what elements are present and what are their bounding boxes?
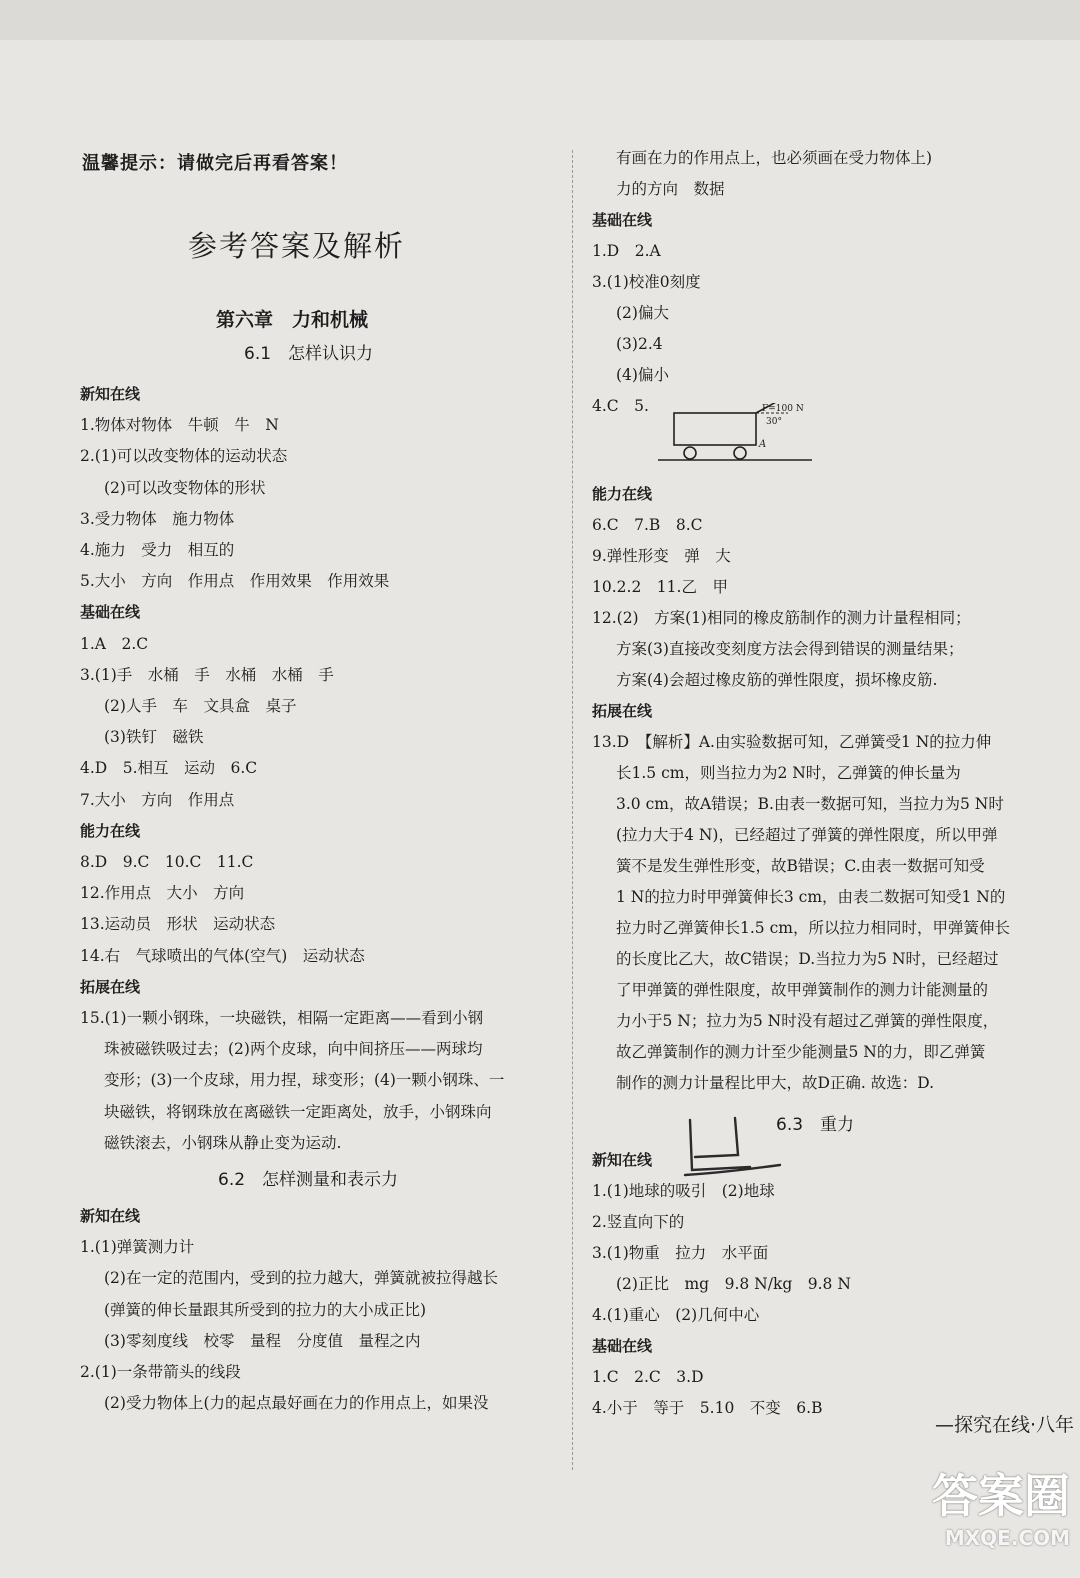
watermark-brand: 答案圈 bbox=[932, 1469, 1070, 1523]
answer-line: (3)零刻度线 校零 量程 分度值 量程之内 bbox=[104, 1331, 421, 1350]
section-heading: 基础在线 bbox=[592, 1337, 653, 1355]
answer-line: 3.受力物体 施力物体 bbox=[80, 509, 235, 528]
section-heading: 新知在线 bbox=[592, 1151, 653, 1169]
footer-book-title: —探究在线·八年 bbox=[934, 1414, 1074, 1436]
section-title-6-3: 6.3 重力 bbox=[776, 1115, 855, 1135]
answer-line: 10.2.2 11.乙 甲 bbox=[592, 578, 728, 596]
answer-line: 12.作用点 大小 方向 bbox=[80, 884, 245, 903]
answer-line: 5.大小 方向 作用点 作用效果 作用效果 bbox=[80, 572, 390, 591]
answer-line: (2)偏大 bbox=[616, 304, 669, 322]
cart-force-diagram bbox=[658, 403, 818, 467]
answer-line: 15.(1)一颗小钢珠，一块磁铁，相隔一定距离——看到小钢 bbox=[80, 1009, 484, 1027]
cart-wheel-right bbox=[734, 447, 746, 459]
answer-line: 2.(1)一条带箭头的线段 bbox=[80, 1363, 241, 1381]
answer-line: 6.C 7.B 8.C bbox=[592, 516, 703, 534]
answer-line: (2)在一定的范围内，受到的拉力越大，弹簧就被拉得越长 bbox=[104, 1269, 498, 1288]
answer-line: 14.右 气球喷出的气体(空气) 运动状态 bbox=[80, 946, 365, 965]
answer-line: (2)可以改变物体的形状 bbox=[104, 478, 266, 497]
answer-line: 块磁铁，将钢珠放在离磁铁一定距离处，放手，小钢珠向 bbox=[104, 1102, 492, 1121]
answer-line: 1.A 2.C bbox=[80, 634, 149, 653]
angle-label: 30° bbox=[766, 417, 782, 427]
answer-line: 制作的测力计量程比甲大，故D正确. 故选：D. bbox=[616, 1074, 935, 1092]
answer-line: 方案(4)会超过橡皮筋的弹性限度，损坏橡皮筋. bbox=[616, 671, 938, 689]
watermark bbox=[932, 1460, 1070, 1550]
answer-line: (3)铁钉 磁铁 bbox=[104, 728, 204, 747]
answer-line: (弹簧的伸长量跟其所受到的拉力的大小成正比) bbox=[104, 1300, 427, 1319]
answer-line: 2.竖直向下的 bbox=[592, 1213, 685, 1231]
section-heading: 拓展在线 bbox=[80, 977, 141, 996]
answer-line: 13.运动员 形状 运动状态 bbox=[80, 915, 276, 934]
answer-line: 13.D 【解析】A.由实验数据可知，乙弹簧受1 N的拉力伸 bbox=[592, 733, 992, 751]
chapter-title: 第六章 力和机械 bbox=[216, 309, 369, 331]
answer-line: 力的方向 数据 bbox=[616, 180, 725, 198]
answer-line: 3.(1)校准0刻度 bbox=[592, 273, 701, 291]
section-heading: 拓展在线 bbox=[592, 702, 653, 720]
answer-line: 2.(1)可以改变物体的运动状态 bbox=[80, 447, 288, 466]
answer-line: (2)受力物体上(力的起点最好画在力的作用点上，如果没 bbox=[104, 1394, 489, 1413]
watermark-url: MXQE.COM bbox=[944, 1526, 1070, 1550]
answer-line: 1.物体对物体 牛顿 牛 N bbox=[80, 416, 279, 435]
column-divider bbox=[572, 150, 573, 1470]
reminder-hint: 温馨提示：请做完后再看答案！ bbox=[82, 153, 348, 174]
answer-line: 变形；(3)一个皮球，用力捏，球变形；(4)一颗小钢珠、一 bbox=[104, 1071, 505, 1090]
section-heading: 能力在线 bbox=[80, 821, 141, 840]
answer-line: 3.(1)物重 拉力 水平面 bbox=[592, 1244, 769, 1262]
cart-wheel-left bbox=[684, 447, 696, 459]
answer-line: 1.C 2.C 3.D bbox=[592, 1368, 704, 1386]
section-heading: 基础在线 bbox=[80, 603, 141, 622]
answer-line: (3)2.4 bbox=[616, 335, 663, 353]
answer-line: 8.D 9.C 10.C 11.C bbox=[80, 853, 254, 871]
answer-line: 4.C 5. bbox=[592, 397, 649, 415]
section-heading: 基础在线 bbox=[592, 211, 653, 229]
force-label: F=100 N bbox=[762, 404, 804, 414]
answer-line: 9.弹性形变 弹 大 bbox=[592, 547, 731, 565]
answer-line: (2)人手 车 文具盒 桌子 bbox=[104, 697, 297, 715]
answer-line: (拉力大于4 N)，已经超过了弹簧的弹性限度，所以甲弹 bbox=[616, 826, 998, 844]
answer-line: 1.D 2.A bbox=[592, 242, 661, 260]
answer-line: 4.(1)重心 (2)几何中心 bbox=[592, 1306, 760, 1324]
answer-line: 1.(1)弹簧测力计 bbox=[80, 1238, 195, 1257]
answer-line: 拉力时乙弹簧伸长1.5 cm，所以拉力相同时，甲弹簧伸长 bbox=[616, 919, 1010, 937]
answer-line: 珠被磁铁吸过去；(2)两个皮球，向中间挤压——两球均 bbox=[104, 1040, 483, 1059]
answer-line: 12.(2) 方案(1)相同的橡皮筋制作的测力计量程相同； bbox=[592, 609, 971, 627]
section-title-6-1: 6.1 怎样认识力 bbox=[244, 344, 374, 364]
answer-line: 方案(3)直接改变刻度方法会得到错误的测量结果； bbox=[616, 640, 964, 658]
answer-line: 长1.5 cm，则当拉力为2 N时，乙弹簧的伸长量为 bbox=[616, 764, 961, 782]
answer-line: 1.(1)地球的吸引 (2)地球 bbox=[592, 1182, 775, 1200]
answer-line: 磁铁滚去，小钢珠从静止变为运动. bbox=[104, 1133, 342, 1152]
answer-line: 了甲弹簧的弹性限度，故甲弹簧制作的测力计能测量的 bbox=[616, 981, 989, 999]
section-title-6-2: 6.2 怎样测量和表示力 bbox=[218, 1170, 399, 1190]
answer-line: 4.小于 等于 5.10 不变 6.B bbox=[592, 1399, 823, 1417]
answer-line: 4.施力 受力 相互的 bbox=[80, 541, 235, 559]
answer-line: 力小于5 N；拉力为5 N时没有超过乙弹簧的弹性限度， bbox=[616, 1012, 999, 1030]
section-heading: 能力在线 bbox=[592, 485, 653, 503]
answer-line: 故乙弹簧制作的测力计至少能测量5 N的力，即乙弹簧 bbox=[616, 1043, 986, 1061]
answer-line: 3.0 cm，故A错误；B.由表一数据可知，当拉力为5 N时 bbox=[616, 795, 1004, 813]
answer-line: 有画在力的作用点上，也必须画在受力物体上) bbox=[616, 149, 933, 167]
point-label: A bbox=[759, 439, 767, 450]
section-heading: 新知在线 bbox=[80, 385, 141, 403]
handwritten-scribble bbox=[680, 1115, 790, 1185]
answer-line: 4.D 5.相互 运动 6.C bbox=[80, 759, 258, 778]
answer-line: (4)偏小 bbox=[616, 366, 669, 384]
page-title: 参考答案及解析 bbox=[188, 229, 406, 263]
cart-body bbox=[674, 413, 756, 445]
answer-line: (2)正比 mg 9.8 N/kg 9.8 N bbox=[616, 1275, 851, 1293]
answer-line: 1 N的拉力时甲弹簧伸长3 cm，由表二数据可知受1 N的 bbox=[616, 888, 1006, 906]
section-heading: 新知在线 bbox=[80, 1207, 141, 1225]
answer-line: 簧不是发生弹性形变，故B错误；C.由表一数据可知受 bbox=[616, 857, 985, 875]
answer-line: 7.大小 方向 作用点 bbox=[80, 790, 235, 809]
answer-line: 的长度比乙大，故C错误；D.当拉力为5 N时，已经超过 bbox=[616, 950, 999, 968]
answer-page bbox=[0, 40, 1080, 1578]
answer-line: 3.(1)手 水桶 手 水桶 水桶 手 bbox=[80, 665, 334, 684]
